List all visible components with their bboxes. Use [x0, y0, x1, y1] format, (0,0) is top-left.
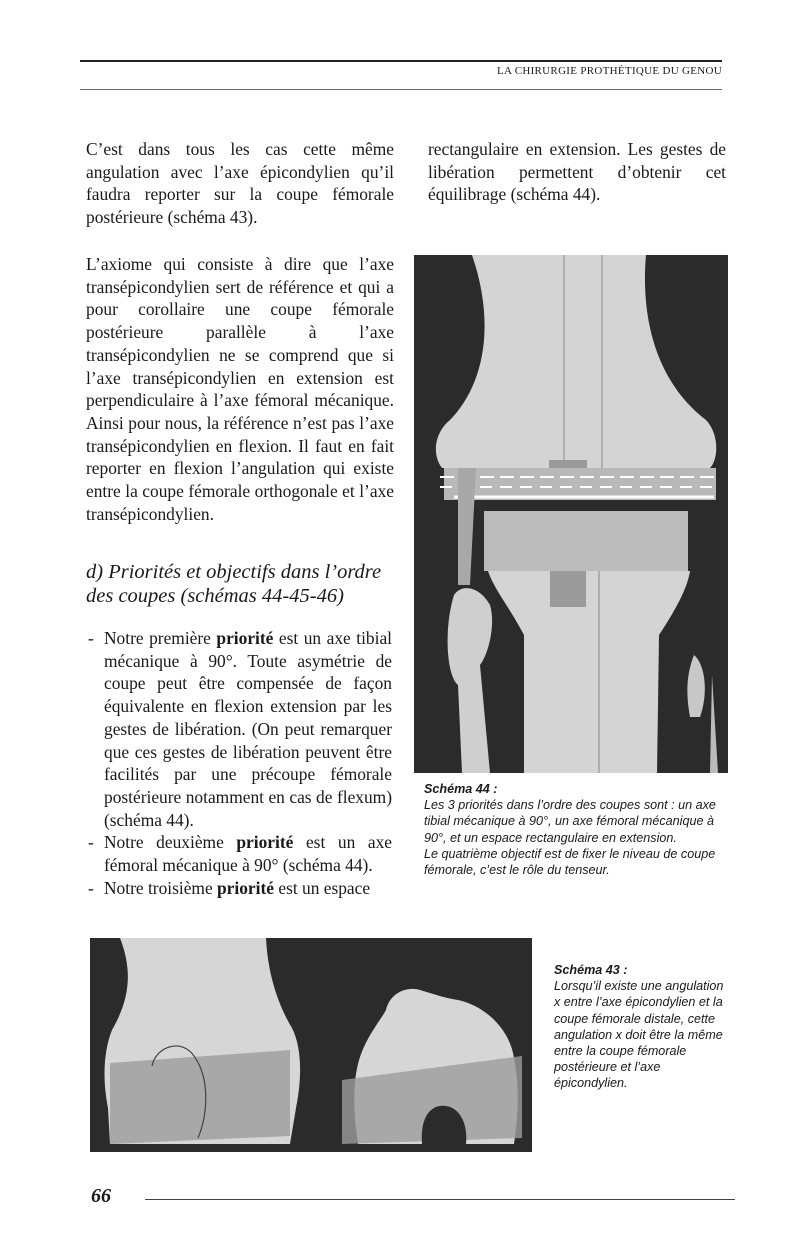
figure-44-drawing — [414, 255, 728, 773]
figure-43-drawing — [90, 938, 532, 1152]
list-item: - Notre troisième priorité est un espace — [86, 877, 392, 900]
page-number: 66 — [91, 1185, 111, 1207]
priority-list — [86, 627, 392, 899]
section-heading-line-1: d) Priorités et objectifs dans l’ordre — [86, 561, 382, 583]
paragraph-right-1: rectangulaire en extension. Les gestes de libération permettent d’obtenir cet équilibrage (schéma 44). — [428, 139, 726, 205]
figure-44-caption — [424, 781, 732, 878]
figure-43-caption — [554, 962, 732, 1092]
figure-43-caption-title: Schéma 43 : — [554, 963, 628, 977]
paragraph-1: C’est dans tous les cas cette même angulation avec l’axe épicondylien qu’il faudra reporter sur la coupe fémorale postérieure (schéma 43). — [86, 139, 394, 228]
list-item: - Notre première priorité est un axe tibial mécanique à 90°. Toute asymétrie de coupe peut être compensée de façon équivalente en flexion extension par les gestes de libération. (On peut remarquer que ces gestes de libération peuvent être facilités par une précoupe fémorale postérieure notamment en cas de flexum) (schéma 44). — [86, 627, 392, 831]
section-heading — [86, 560, 394, 608]
figure-43-caption-body: Lorsqu’il existe une angulation x entre l’axe épicondylien et la coupe fémorale distale, cette angulation x doit être la même entre la coupe fémorale postérieure et l’axe épicondylien. — [554, 979, 724, 1091]
figure-44-image — [414, 255, 728, 773]
section-heading-line-2: des coupes (schémas 44-45-46) — [86, 585, 344, 607]
figure-44-caption-body-2: Le quatrième objectif est de fixer le niveau de coupe fémorale, c’est le rôle du tenseur. — [424, 846, 716, 878]
list-item: - Notre deuxième priorité est un axe fémoral mécanique à 90° (schéma 44). — [86, 831, 392, 876]
figure-43-image — [90, 938, 532, 1152]
footer-rule — [145, 1199, 735, 1200]
figure-44-caption-body: Les 3 priorités dans l’ordre des coupes sont : un axe tibial mécanique à 90°, un axe fémoral mécanique à 90°, et un espace rectangulaire en extension. — [424, 798, 716, 845]
header-rule — [80, 60, 722, 62]
running-header: LA CHIRURGIE PROTHÉTIQUE DU GENOU — [497, 65, 722, 77]
paragraph-2: L’axiome qui consiste à dire que l’axe transépicondylien sert de référence et qui a pour corollaire une coupe fémorale postérieure parallèle à l’axe transépicondylien ne se comprend que si l’axe transépicondylien en extension est perpendiculaire à l’axe fémoral mécanique. Ainsi pour nous, la référence n’est pas l’axe transépicondylien en flexion. Il faut en fait reporter en flexion l’angulation qui existe entre la coupe fémorale orthogonale et l’axe transépicondylien. — [86, 254, 394, 524]
figure-44-caption-title: Schéma 44 : — [424, 782, 498, 796]
header-rule-thin — [80, 89, 722, 90]
